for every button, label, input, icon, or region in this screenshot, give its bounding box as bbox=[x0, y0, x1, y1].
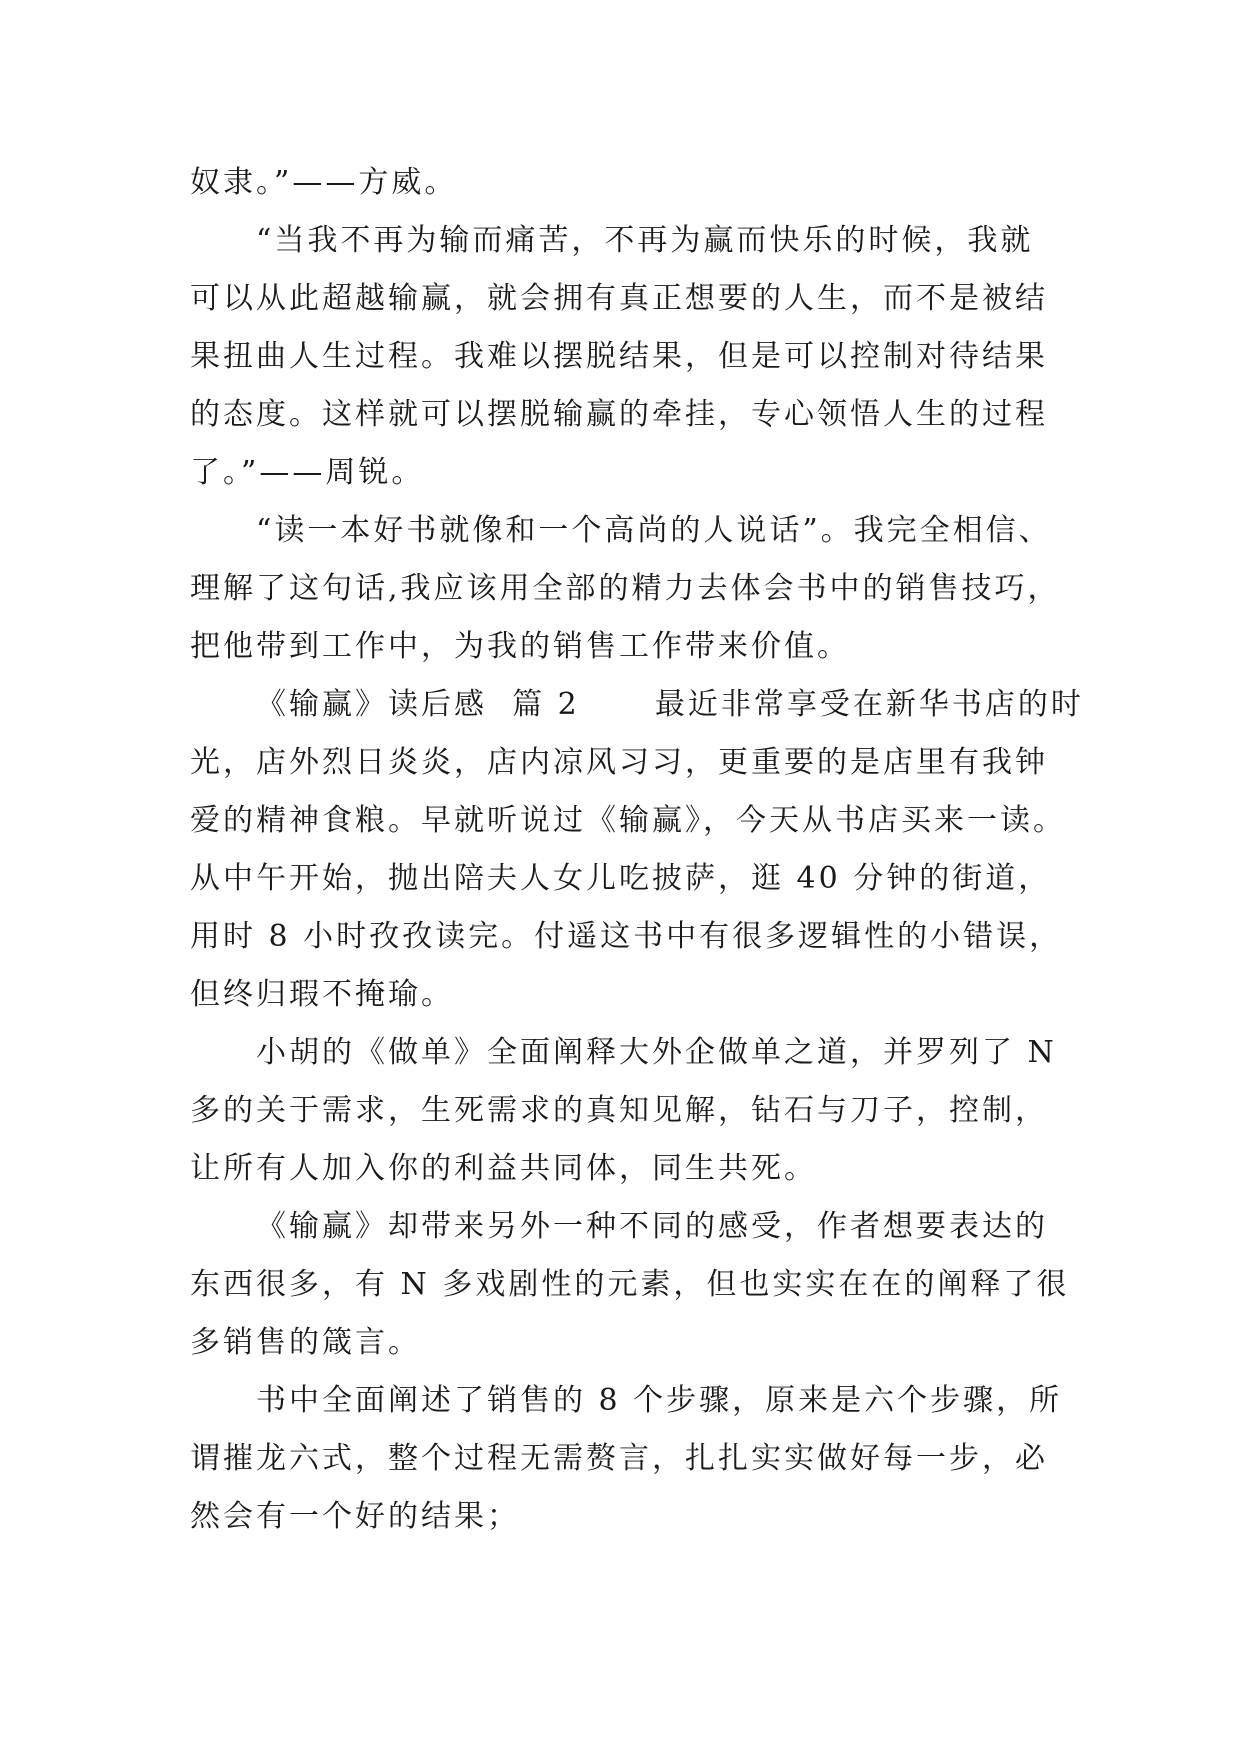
text-line: 用时 8 小时孜孜读完。付遥这书中有很多逻辑性的小错误， bbox=[190, 919, 1063, 954]
paragraph-2 bbox=[190, 212, 1070, 502]
text-line: 东西很多，有 N 多戏剧性的元素，但也实实在在的阐释了很 bbox=[190, 1267, 1070, 1302]
text-line: 小胡的《做单》全面阐释大外企做单之道，并罗列了 N bbox=[256, 1035, 1057, 1070]
text-line: 了。”——周锐。 bbox=[190, 455, 425, 490]
paragraph-7 bbox=[190, 1372, 1070, 1546]
body-text bbox=[190, 154, 1084, 1546]
text-line: 《输赢》却带来另外一种不同的感受，作者想要表达的 bbox=[256, 1209, 1048, 1244]
text-line: 多的关于需求，生死需求的真知见解，钻石与刀子，控制， bbox=[190, 1093, 1048, 1128]
text-line: 把他带到工作中，为我的销售工作带来价值。 bbox=[190, 629, 850, 664]
text-line: 但终归瑕不掩瑜。 bbox=[190, 977, 454, 1012]
paragraph-6 bbox=[190, 1198, 1070, 1372]
paragraph-5 bbox=[190, 1024, 1070, 1198]
text-line: 理解了这句话,我应该用全部的精力去体会书中的销售技巧， bbox=[190, 571, 1061, 606]
paragraph-1 bbox=[190, 154, 1070, 212]
text-line: 从中午开始，抛出陪夫人女儿吃披萨，逛 40 分钟的街道， bbox=[190, 861, 1052, 896]
text-line: 谓摧龙六式，整个过程无需赘言，扎扎实实做好每一步，必 bbox=[190, 1441, 1048, 1476]
text-line: “读一本好书就像和一个高尚的人说话”。我完全相信、 bbox=[256, 513, 1052, 548]
text-line: 《输赢》读后感 篇 2 最近非常享受在新华书店的时 bbox=[256, 687, 1084, 722]
text-line: “当我不再为输而痛苦，不再为赢而快乐的时候，我就 bbox=[256, 223, 1034, 258]
text-line: 书中全面阐述了销售的 8 个步骤，原来是六个步骤，所 bbox=[256, 1383, 1063, 1418]
text-line: 然会有一个好的结果； bbox=[190, 1499, 520, 1534]
text-line: 果扭曲人生过程。我难以摆脱结果，但是可以控制对待结果 bbox=[190, 339, 1048, 374]
text-line: 的态度。这样就可以摆脱输赢的牵挂，专心领悟人生的过程 bbox=[190, 397, 1048, 432]
text-line: 可以从此超越输赢，就会拥有真正想要的人生，而不是被结 bbox=[190, 281, 1048, 316]
text-line: 光，店外烈日炎炎，店内凉风习习，更重要的是店里有我钟 bbox=[190, 745, 1048, 780]
text-line: 让所有人加入你的利益共同体，同生共死。 bbox=[190, 1151, 817, 1186]
paragraph-3 bbox=[190, 502, 1070, 676]
text-line: 多销售的箴言。 bbox=[190, 1325, 421, 1360]
text-line: 爱的精神食粮。早就听说过《输赢》，今天从书店买来一读。 bbox=[190, 803, 1066, 838]
paragraph-4 bbox=[190, 676, 1084, 1024]
text-line: 奴隶。”——方威。 bbox=[190, 165, 458, 200]
